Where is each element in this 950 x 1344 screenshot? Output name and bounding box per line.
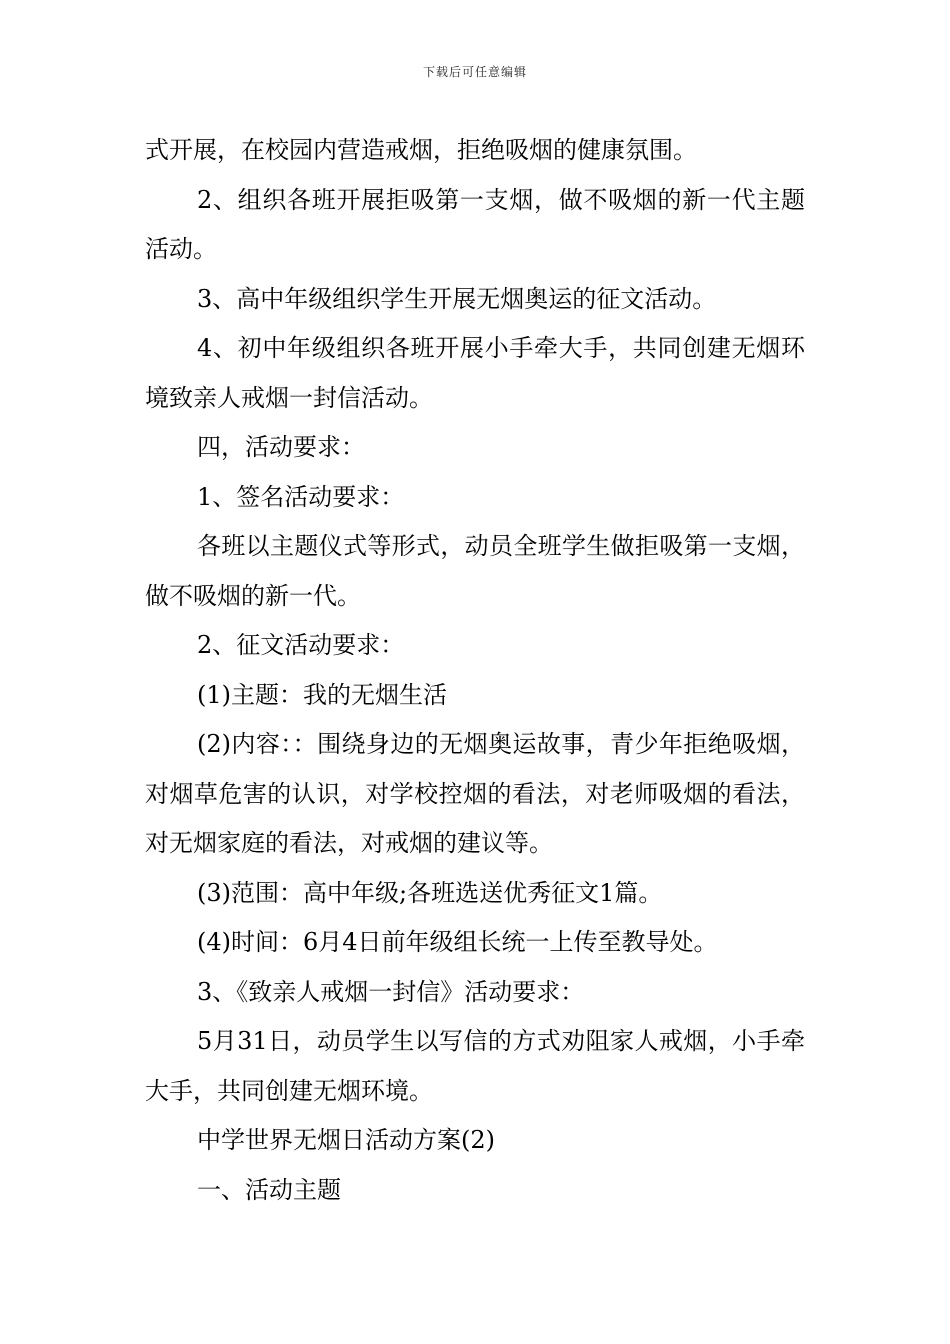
document-body [145, 126, 805, 1215]
subheading-letter: 3、《致亲人戒烟一封信》活动要求： [197, 977, 585, 1006]
paragraph-letter: 5月31日，动员学生以写信的方式劝阻家人戒烟，小手牵大手，共同创建无烟环境。 [145, 1027, 805, 1105]
paragraph-3: 3、高中年级组织学生开展无烟奥运的征文活动。 [197, 284, 717, 313]
paragraph-4: 4、初中年级组织各班开展小手牵大手，共同创建无烟环境致亲人戒烟一封信活动。 [145, 334, 805, 412]
paragraph-1: 式开展，在校园内营造戒烟，拒绝吸烟的健康氛围。 [145, 136, 697, 164]
section-heading-theme: 一、活动主题 [197, 1175, 341, 1204]
subheading-signature: 1、签名活动要求： [197, 482, 405, 511]
essay-time: (4)时间：6月4日前年级组长统一上传至教导处。 [197, 928, 718, 956]
subheading-essay: 2、征文活动要求： [197, 631, 405, 659]
document-title-2: 中学世界无烟日活动方案(2) [197, 1126, 495, 1154]
essay-scope: (3)范围：高中年级;各班选送优秀征文1篇。 [197, 878, 663, 907]
essay-theme: (1)主题：我的无烟生活 [197, 680, 447, 709]
paragraph-signature: 各班以主题仪式等形式，动员全班学生做拒吸第一支烟，做不吸烟的新一代。 [145, 532, 805, 610]
page-header: 下载后可任意编辑 [422, 65, 527, 79]
section-heading-requirements: 四，活动要求： [197, 433, 365, 461]
paragraph-2: 2、组织各班开展拒吸第一支烟，做不吸烟的新一代主题活动。 [145, 185, 805, 263]
essay-content: (2)内容：：围绕身边的无烟奥运故事，青少年拒绝吸烟，对烟草危害的认识，对学校控烟的看法，对老师吸烟的看法，对无烟家庭的看法，对戒烟的建议等。 [145, 730, 805, 857]
